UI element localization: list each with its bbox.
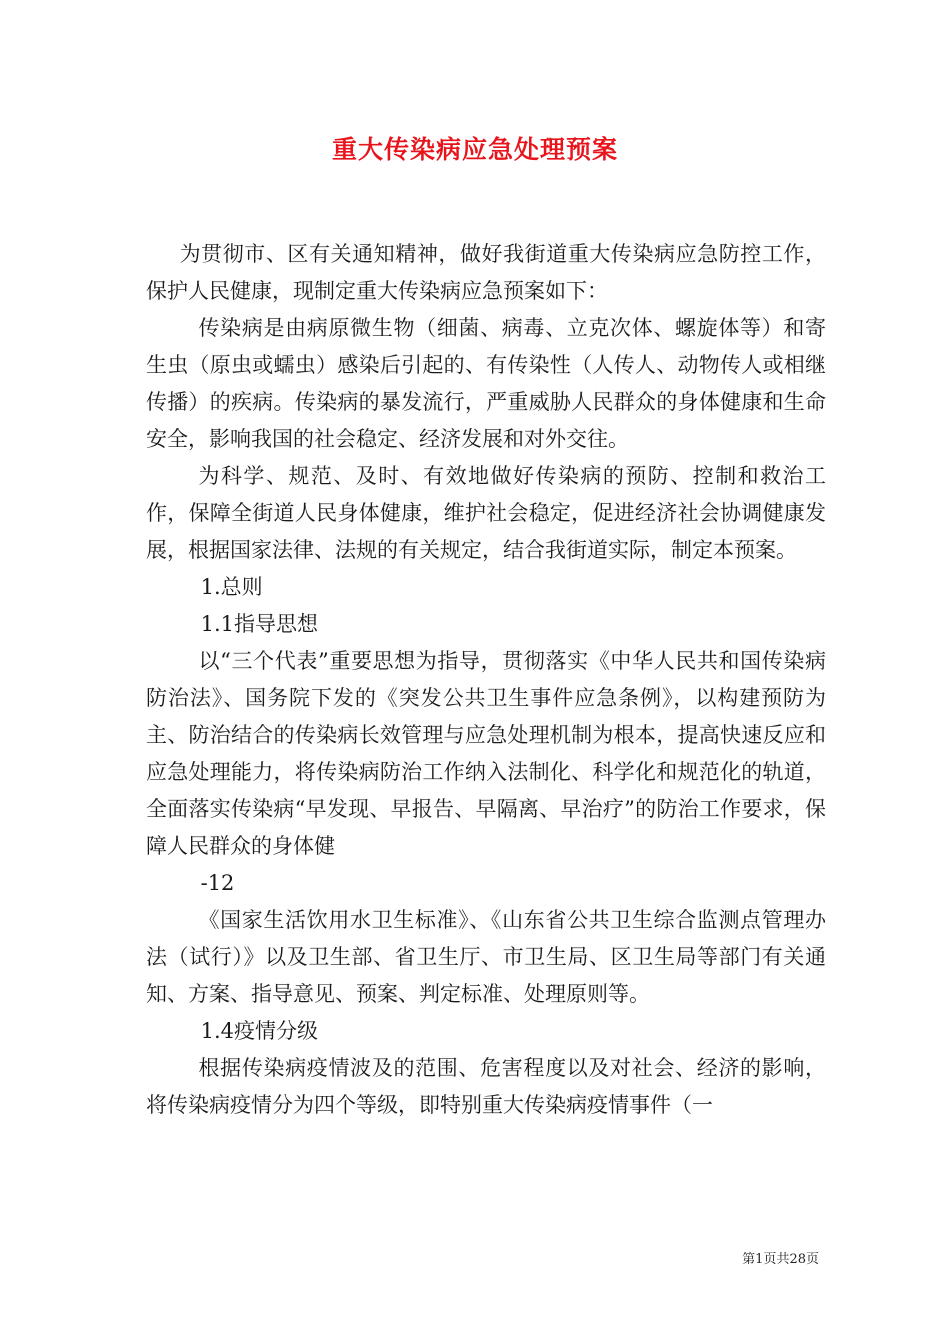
- intro-paragraph: 为贯彻市、区有关通知精神，做好我街道重大传染病应急防控工作，保护人民健康，现制定重大传染病应急预案如下：: [146, 242, 826, 303]
- basis-paragraph: 《国家生活饮用水卫生标准》、《山东省公共卫生综合监测点管理办法（试行）》以及卫生部、省卫生厅、市卫生局、区卫生局等部门有关通知、方案、指导意见、预案、判定标准、处理原则等。: [146, 908, 826, 1006]
- document-title: 重大传染病应急处理预案: [331, 135, 618, 164]
- purpose-paragraph: 为科学、规范、及时、有效地做好传染病的预防、控制和救治工作，保障全街道人民身体健康，维护社会稳定，促进经济社会协调健康发展，根据国家法律、法规的有关规定，结合我街道实际，制定本预案。: [146, 464, 826, 562]
- section-heading-grading: 1.4疫情分级: [200, 1019, 318, 1043]
- section-heading-general: 1.总则: [200, 575, 263, 599]
- section-heading-guiding-thought: 1.1指导思想: [200, 612, 318, 636]
- guiding-thought-paragraph: 以“三个代表”重要思想为指导，贯彻落实《中华人民共和国传染病防治法》、国务院下发的《突发公共卫生事件应急条例》，以构建预防为主、防治结合的传染病长效管理与应急处理机制为根本，提高快速反应和应急处理能力，将传染病防治工作纳入法制化、科学化和规范化的轨道，全面落实传染病“早发现、早报告、早隔离、早治疗”的防治工作要求，保障人民群众的身体健: [146, 649, 826, 858]
- document-body: [146, 236, 826, 1124]
- page-break-marker: -12: [200, 871, 235, 895]
- grading-paragraph: 根据传染病疫情波及的范围、危害程度以及对社会、经济的影响，将传染病疫情分为四个等级，即特别重大传染病疫情事件（一: [146, 1056, 826, 1117]
- page-number: 第1页共28页: [742, 1252, 819, 1267]
- definition-paragraph: 传染病是由病原微生物（细菌、病毒、立克次体、螺旋体等）和寄生虫（原虫或蠕虫）感染后引起的、有传染性（人传人、动物传人或相继传播）的疾病。传染病的暴发流行，严重威胁人民群众的身体健康和生命安全，影响我国的社会稳定、经济发展和对外交往。: [146, 316, 826, 451]
